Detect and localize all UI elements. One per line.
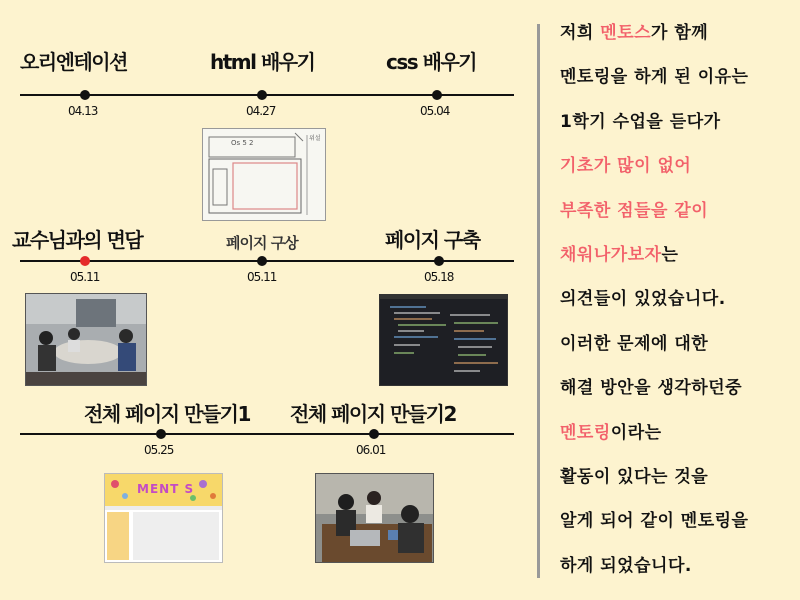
timeline-line-3 [20,433,514,435]
story-highlight: 멘토스 [600,23,652,43]
code-editor-screenshot [379,294,508,386]
story-line-3 [560,107,796,151]
event-title-page-plan: 페이지 구상 [226,234,298,252]
event-date: 06.01 [356,443,386,457]
sketch-label: Os 5 2 [231,139,254,147]
event-title-css: css 배우기 [386,50,477,74]
event-title-page-build: 페이지 구축 [385,228,480,252]
page-sketch-image [202,128,326,221]
event-date: 05.04 [420,104,450,118]
story-line-1 [560,18,796,62]
story-line-9 [560,373,796,417]
story-text-part: 해결 방안을 생각하던중 [560,378,743,399]
site-banner [105,474,222,506]
story-line-10 [560,418,796,462]
story-text-part: 이라는 [610,422,662,443]
timeline-dot [257,90,267,100]
story-text-part: 알게 되어 같이 멘토링을 [560,511,749,532]
story-text-part: 의견들이 있었습니다. [560,289,726,310]
site-nav [105,506,222,510]
timeline-dot [432,90,442,100]
story-line-6 [560,240,796,284]
story-text-part: 는 [661,244,679,265]
timeline-dot [257,256,267,266]
timeline-dot [156,429,166,439]
event-date: 05.18 [424,270,454,284]
event-title-interview: 교수님과의 면담 [12,228,143,252]
timeline-dot [434,256,444,266]
story-line-8 [560,329,796,373]
story-text-part: 가 함께 [651,23,709,43]
story-line-4 [560,151,796,195]
site-content [133,512,219,560]
working-photo [315,473,434,563]
story-text-part: 저희 [560,23,601,43]
story-highlight: 부족한 점들을 같이 [560,200,709,221]
event-date: 04.13 [68,104,98,118]
story-text-part: 활동이 있다는 것을 [560,466,709,487]
story-text-part: 1학기 수업을 듣다가 [560,111,721,132]
story-line-13 [560,551,796,595]
timeline-dot [369,429,379,439]
event-date: 05.25 [144,443,174,457]
story-text-part: 이러한 문제에 대한 [560,333,709,354]
event-date: 04.27 [246,104,276,118]
site-sidebar [107,512,129,560]
story-line-5 [560,196,796,240]
story-text [560,18,796,595]
story-line-2 [560,62,796,106]
story-line-11 [560,462,796,506]
story-highlight: 멘토링 [560,422,611,443]
story-line-7 [560,284,796,328]
story-highlight: 채워나가보자 [560,244,662,265]
story-highlight: 기초가 많이 없어 [560,156,692,177]
story-line-12 [560,506,796,550]
story-text-part: 멘토링을 하게 된 이유는 [560,67,749,88]
sketch-note: 위설 [309,135,321,142]
vertical-divider [537,24,540,578]
event-date: 05.11 [247,270,277,284]
meeting-photo [25,293,147,386]
timeline-dot [80,90,90,100]
site-logo: MENT S [137,482,195,496]
event-title-html: html 배우기 [210,50,315,74]
event-title-orientation: 오리엔테이션 [20,50,127,74]
website-screenshot [104,473,223,563]
event-date: 05.11 [70,270,100,284]
story-text-part: 하게 되었습니다. [560,555,692,576]
timeline-dot-highlight [80,256,90,266]
event-title-full-page-2: 전체 페이지 만들기2 [290,402,456,426]
event-title-full-page-1: 전체 페이지 만들기1 [84,402,250,426]
